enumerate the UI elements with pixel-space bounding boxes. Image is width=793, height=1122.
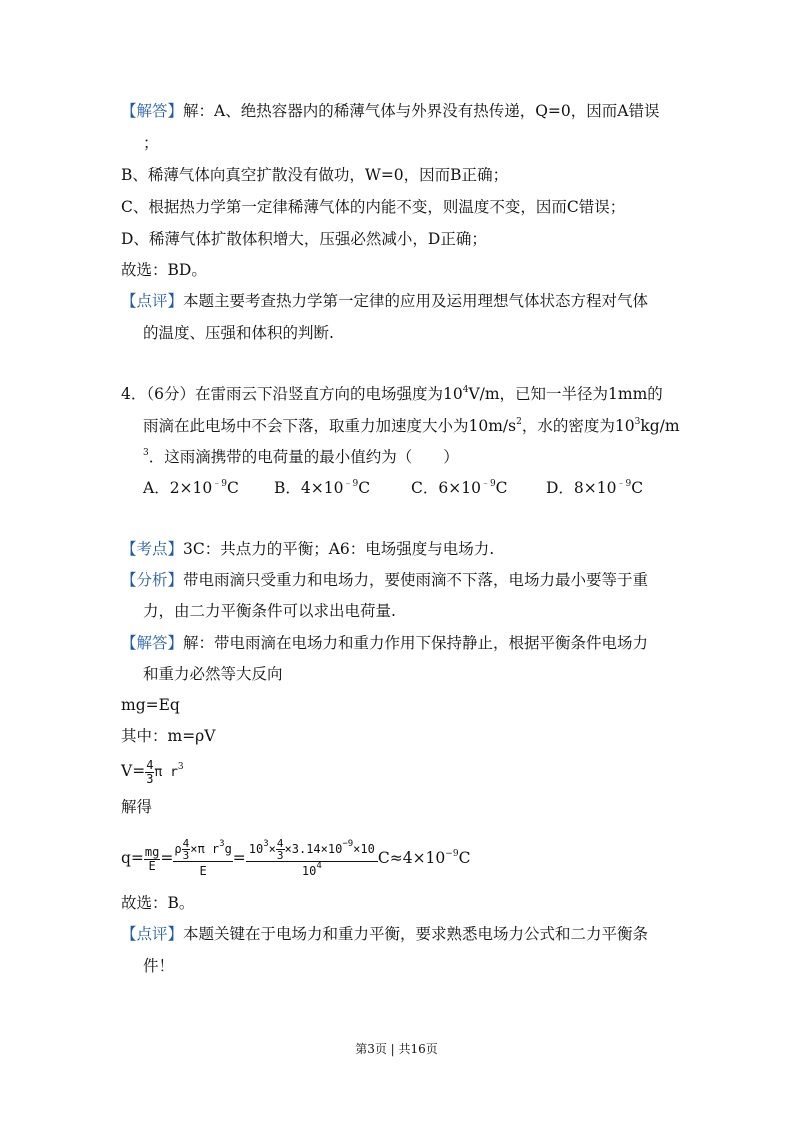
prev-comment-line-2: 的温度、压强和体积的判断. <box>143 324 334 342</box>
comment-tag: 【点评】 <box>121 292 184 310</box>
q4-option-d: D．$8\times 10^{﹣9}C$ <box>546 479 644 497</box>
q4-choice: 故选：B。 <box>121 894 195 912</box>
q4-formula: q= $\frac{mg}{E}$ = ρ $\frac{4}{3}$ ×π $r^3g$ E = $10^3\times$ $\frac{4}{3}$ $\times 3.14\times 10^{-9}\times 10$ $10^4$ $C\approx 4\times 10^{-9}C$ <box>121 837 471 878</box>
prev-answer-line-1b: ； <box>143 134 159 152</box>
prev-answer-line-2: B、稀薄气体向真空扩散没有做功，W=0，因而B正确； <box>121 166 509 184</box>
dianping-tag: 【点评】 <box>121 925 184 943</box>
q4-option-c: C．$6\times 10^{﹣9}C$ <box>411 479 508 497</box>
q4-eq-volume: V= $\frac{4}{3}$ π $r^3$ <box>121 757 184 786</box>
prev-choice: 故选：BD。 <box>121 261 207 279</box>
kaodian-tag: 【考点】 <box>121 540 184 558</box>
fenxi-tag: 【分析】 <box>121 571 184 589</box>
page-footer: 第3页 | 共16页 <box>355 1042 438 1056</box>
q4-eq-mg-eq: mg=Eq <box>121 696 180 714</box>
q4-fenxi-line-1: 【分析】带电雨滴只受重力和电场力，要使雨滴不下落，电场力最小要等于重 <box>121 571 649 589</box>
q4-stem-line-3: $^3$．这雨滴携带的电荷量的最小值约为（ ） <box>143 448 459 466</box>
jieda-tag: 【解答】 <box>121 634 184 652</box>
q4-option-a: A．$2\times 10^{﹣9}C$ <box>143 479 239 497</box>
q4-option-b: B．$4\times 10^{﹣9}C$ <box>274 479 371 497</box>
prev-answer-line-3: C、根据热力学第一定律稀薄气体的内能不变，则温度不变，因而C错误； <box>121 198 626 216</box>
q4-jieda-line-1: 【解答】解：带电雨滴在电场力和重力作用下保持静止，根据平衡条件电场力 <box>121 634 649 652</box>
q4-fenxi-line-2: 力，由二力平衡条件可以求出电荷量. <box>143 602 396 620</box>
prev-answer-line-4: D、稀薄气体扩散体积增大，压强必然减小，D正确； <box>121 230 487 248</box>
prev-answer-line-1: 【解答】解：A、绝热容器内的稀薄气体与外界没有热传递，Q=0，因而A错误 <box>121 102 660 120</box>
q4-dianping-line-2: 件！ <box>143 957 175 975</box>
q4-dianping-line-1: 【点评】本题关键在于电场力和重力平衡，要求熟悉电场力公式和二力平衡条 <box>121 925 649 943</box>
answer-tag: 【解答】 <box>121 102 184 120</box>
q4-eq-m-rho-v: 其中：m=ρV <box>121 727 216 745</box>
q4-jiede: 解得 <box>121 798 153 816</box>
q4-stem-line-2: 雨滴在此电场中不会下落，取重力加速度大小为$10m/s^2$，水的密度为$10^3kg/m$ <box>143 417 680 435</box>
q4-kaodian: 【考点】3C：共点力的平衡；A6：电场强度与电场力. <box>121 540 495 558</box>
q4-stem-line-1: 4．（6分）在雷雨云下沿竖直方向的电场强度为$10^4V/m$，已知一半径为1mm的 <box>121 385 663 403</box>
q4-jieda-line-2: 和重力必然等大反向 <box>143 665 283 683</box>
prev-comment-line-1: 【点评】本题主要考查热力学第一定律的应用及运用理想气体状态方程对气体 <box>121 292 649 310</box>
